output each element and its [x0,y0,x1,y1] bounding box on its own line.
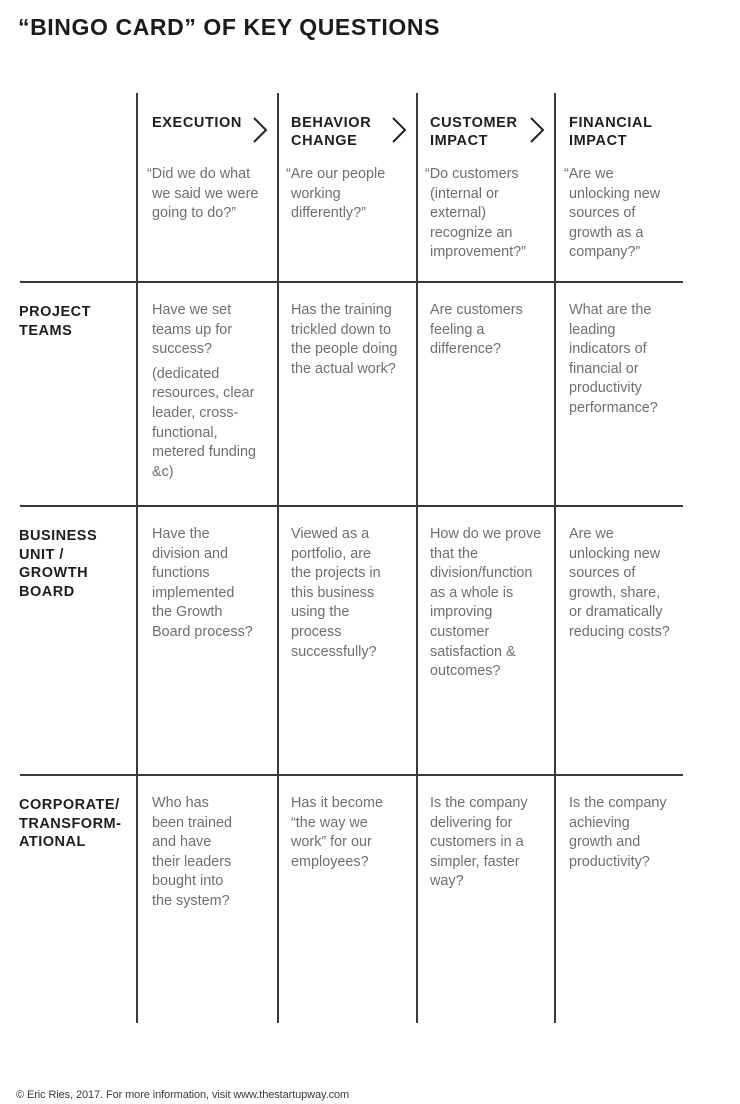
table-cell [430,525,542,682]
table-cell [291,525,391,662]
column-header-line: IMPACT [430,133,489,149]
cell-text: Has the training trickled down to the people doing the actual work? [291,302,398,377]
cell-text: What are the leading indicators of financial or productivity performance? [569,302,658,416]
column-header-line: CUSTOMER [430,115,518,131]
cell-text: Are we unlocking new sources of growth, share, or dramatically reducing costs? [569,526,670,640]
cell-note: (dedicated resources, clear leader, cross-functional, metered funding &c) [152,365,257,480]
row-header-corporate [19,796,121,852]
column-header-financial-impact [569,114,681,150]
column-divider [277,93,279,1023]
column-header-line: FINANCIAL [569,115,653,131]
table-cell [152,525,257,643]
column-quote: “Are our people working differently?” [286,166,386,222]
row-divider [20,505,683,507]
chevron-right-icon [251,116,269,144]
row-divider [20,774,683,776]
row-header-line: UNIT / [19,546,64,563]
table-cell [569,794,674,872]
row-header-line: TRANSFORM- [19,815,122,832]
table-cell [430,794,538,892]
column-divider [416,93,418,1023]
row-header-line: BUSINESS [19,528,98,544]
cell-text: Have the division and functions implemented the Growth Board process? [152,526,253,640]
table-cell [569,301,669,419]
cell-text: How do we prove that the division/function as a whole is improving customer satisfaction & outcomes? [430,526,542,680]
table-cell [291,301,403,379]
column-header-line: BEHAVIOR [291,115,372,131]
chevron-right-icon [528,116,546,144]
column-header-line: CHANGE [291,133,358,149]
cell-text: Is the company achieving growth and productivity? [569,795,667,870]
column-header-line: IMPACT [569,133,628,149]
table-cell [152,301,264,482]
table-cell [152,794,240,912]
row-header-line: CORPORATE/ [19,797,120,813]
cell-text: Who has been trained and have their leaders bought into the system? [152,795,233,909]
table-cell [569,525,674,643]
cell-text: Are customers feeling a difference? [430,302,523,358]
row-header-line: GROWTH [19,565,89,581]
table-cell [430,301,542,360]
row-header-line: PROJECT [19,304,91,320]
row-header-line: BOARD [19,583,75,600]
row-header-line: TEAMS [19,322,73,339]
row-header-project-teams [19,303,91,340]
row-divider [20,281,683,283]
cell-text: Has it become “the way we work” for our employees? [291,795,383,870]
column-divider [554,93,556,1023]
row-header-line: ATIONAL [19,834,86,850]
column-divider [136,93,138,1023]
cell-text: Viewed as a portfolio, are the projects in this business using the process successfully? [291,526,381,660]
cell-text: Is the company delivering for customers in a simpler, faster way? [430,795,528,890]
column-header-line: EXECUTION [152,115,242,131]
table-cell [291,794,399,872]
cell-text: Have we set teams up for success? [152,302,232,358]
page-title: “BINGO CARD” OF KEY QUESTIONS [18,14,441,40]
footer-copyright: © Eric Ries, 2017. For more information, visit www.thestartupway.com [16,1089,350,1101]
column-quote: “Are we unlocking new sources of growth as a company?” [564,166,661,261]
column-quote: “Did we do what we said we were going to do?” [147,166,259,222]
chevron-right-icon [390,116,408,144]
row-header-business-unit [19,527,97,601]
column-quote: “Do customers (internal or external) recognize an improvement?” [425,166,526,261]
